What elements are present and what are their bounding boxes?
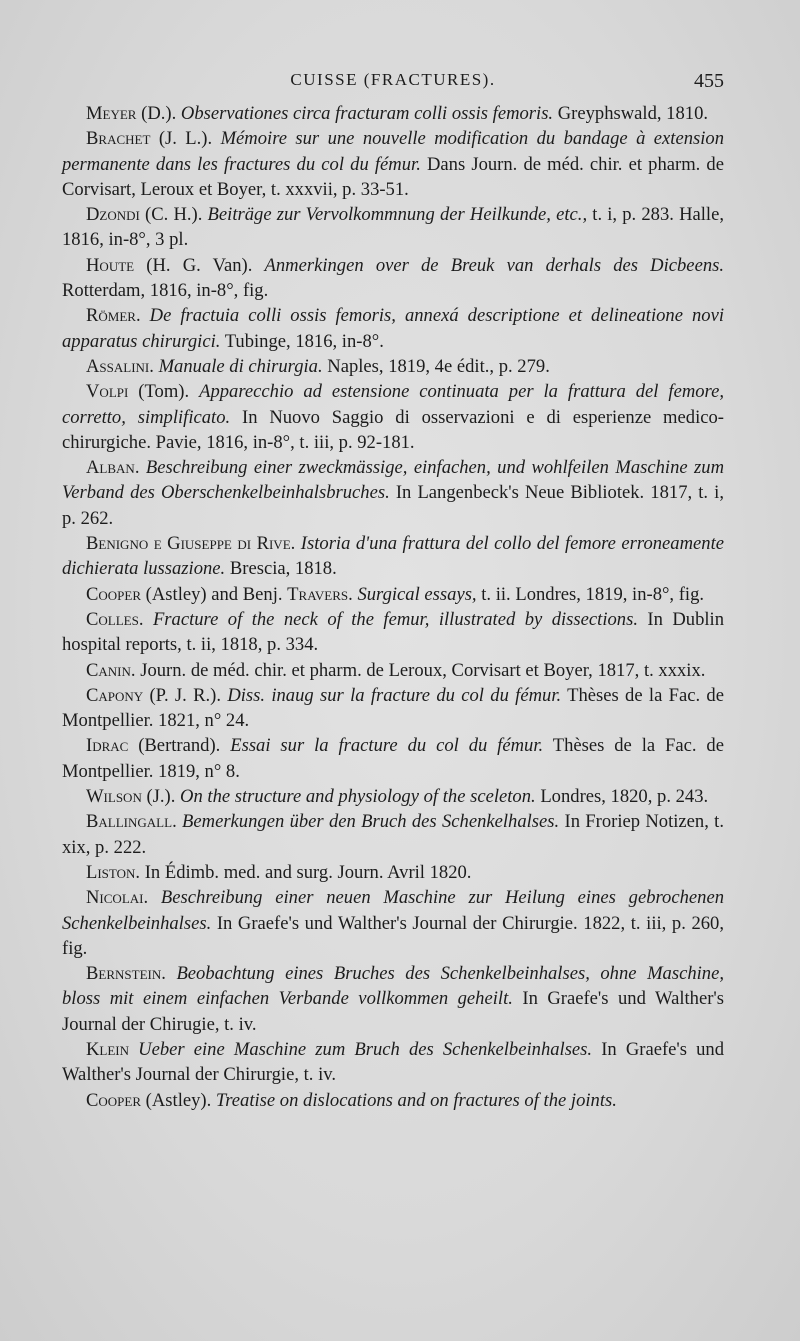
running-title: CUISSE (FRACTURES). <box>290 70 496 89</box>
entry-title: Surgical essays, <box>357 583 477 605</box>
entry-publication: In Graefe's und Walther's Journal der Chirurgie. 1822, t. iii, p. 260, fig. <box>62 912 724 959</box>
bibliography-entry <box>62 1037 724 1088</box>
bibliography-entry <box>62 303 724 354</box>
bibliography-entry <box>62 860 724 885</box>
entry-author-detail: . <box>138 608 153 630</box>
bibliography-entry <box>62 101 724 126</box>
bibliography-entry <box>62 582 724 607</box>
entry-publication: Tubinge, 1816, in-8°. <box>220 330 384 352</box>
entry-coauthor-detail: . <box>348 583 358 605</box>
entry-author: Römer <box>86 305 136 327</box>
entry-author-detail: . <box>130 659 141 681</box>
entry-author-detail: (Astley) and Benj. <box>141 583 288 605</box>
entry-publication: Naples, 1819, 4e édit., p. 279. <box>322 355 550 377</box>
entry-publication: In Froriep Notizen, t. xix, p. 222. <box>62 811 724 858</box>
entry-author: Capony <box>86 684 144 706</box>
entry-title: Observationes circa fracturam colli ossis femoris. <box>180 103 554 124</box>
entry-title: Beiträge zur Vervolkommnung der Heilkunde, etc., <box>207 204 588 226</box>
entry-author: Colles <box>86 608 139 630</box>
entry-author-detail: (Astley). <box>141 1089 216 1111</box>
entry-title: On the structure and physiology of the sceleton. <box>180 786 536 808</box>
entry-title: Beobachtung eines Bruches des Schenkelbeinhalses, ohne Maschine, bloss mit einem einfachen Verbande vollkommen geheilt. <box>62 963 725 1010</box>
entry-author-detail: . <box>143 887 161 909</box>
entry-publication: t. i, p. 283. Halle, 1816, in-8°, 3 pl. <box>62 204 724 251</box>
entry-author: Liston <box>86 861 136 883</box>
entry-author: Alban <box>86 457 135 479</box>
entry-publication: Journ. de méd. chir. et pharm. de Leroux, Corvisart et Boyer, 1817, t. xxxix. <box>140 659 706 681</box>
bibliography-entry <box>62 354 724 379</box>
entry-author: Houte <box>86 254 135 276</box>
entry-author: Meyer <box>86 103 137 124</box>
bibliography-entry <box>62 961 724 1037</box>
entry-author: Assalini <box>86 355 150 377</box>
bibliography-entry <box>62 733 724 784</box>
bibliography-entry <box>62 202 724 253</box>
entry-title: De fractuia colli ossis femoris, annexá descriptione et delineatione novi apparatus chirurgici. <box>62 305 724 352</box>
entry-title: Beschreibung einer zweckmässige, einfachen, und wohlfeilen Maschine zum Verband des Oberschenkelbeinhalsbruches. <box>62 457 724 504</box>
entry-publication: In Nuovo Saggio di osservazioni e di esperienze medico-chirurgiche. Pavie, 1816, in-8°, t. iii, p. 92-181. <box>62 406 724 453</box>
entry-publication: Rotterdam, 1816, in-8°, fig. <box>62 280 269 302</box>
entry-author-detail: . <box>290 533 301 555</box>
entry-publication: In Graefe's und Walther's Journal der Chirugie, t. iv. <box>62 988 724 1035</box>
entry-publication: In Langenbeck's Neue Bibliotek. 1817, t. i, p. 262. <box>62 482 724 529</box>
entry-author-detail: (J. L.). <box>150 128 221 150</box>
entry-author: Idrac <box>86 735 129 757</box>
page-number: 455 <box>694 70 724 92</box>
entry-publication: Dans Journ. de méd. chir. et pharm. de Corvisart, Leroux et Boyer, t. xxxvii, p. 33-51. <box>62 153 724 200</box>
entry-author: Nicolai <box>86 887 144 909</box>
entry-author: Brachet <box>86 128 151 150</box>
entry-title: Bemerkungen über den Bruch des Schenkelhalses. <box>182 811 560 833</box>
entry-author-detail: (Tom). <box>128 381 200 403</box>
entry-author: Cooper <box>86 583 142 605</box>
bibliography-entry <box>62 658 724 683</box>
entry-publication: In Édimb. med. and surg. Journ. Avril 1820. <box>144 861 472 883</box>
entry-publication: In Dublin hospital reports, t. ii, 1818, p. 334. <box>62 608 724 656</box>
page-header <box>62 70 724 100</box>
entry-title: Apparecchio ad estensione continuata per la frattura del femore, corretto, simplificato. <box>62 381 724 428</box>
entry-title: Mémoire sur une nouvelle modification du bandage à extension permanente dans les fractures du col du fémur. <box>62 128 724 175</box>
bibliography-entry <box>62 607 724 658</box>
entry-author: Dzondi <box>86 204 140 226</box>
entry-title: Beschreibung einer neuen Maschine zur Heilung eines gebrochenen Schenkelbeinhalses. <box>62 887 724 934</box>
entry-author: Canin <box>86 659 131 681</box>
entry-title: Anmerkingen over de Breuk van derhals des Dicbeens. <box>264 254 724 276</box>
bibliography-entry <box>62 784 724 809</box>
entry-author: Bernstein <box>86 963 162 985</box>
bibliography-entry <box>62 126 724 202</box>
bibliography-entry <box>62 809 724 860</box>
bibliography-entry <box>62 1088 724 1113</box>
entry-publication: Londres, 1820, p. 243. <box>535 786 709 808</box>
entry-title: Manuale di chirurgia. <box>158 355 323 377</box>
entry-title: Ueber eine Maschine zum Bruch des Schenkelbeinhalses. <box>138 1038 593 1060</box>
entry-author-detail: . <box>135 305 150 327</box>
bibliography-entry <box>62 885 724 961</box>
entry-publication: Thèses de la Fac. de Montpellier. 1819, n° 8. <box>62 735 724 782</box>
entry-author: Wilson <box>86 786 142 808</box>
entry-title: Diss. inaug sur la fracture du col du fémur. <box>227 684 562 706</box>
entry-coauthor: Travers <box>287 583 349 605</box>
entry-author-detail: (C. H.). <box>139 204 208 226</box>
entry-title: Treatise on dislocations and on fractures of the joints. <box>215 1089 617 1111</box>
entry-author-detail: . <box>172 811 183 833</box>
entry-title: Fracture of the neck of the femur, illustrated by dissections. <box>152 608 638 630</box>
entry-publication: Greyphswald, 1810. <box>553 103 709 124</box>
entry-publication: Brescia, 1818. <box>225 558 337 580</box>
entry-author: Benigno e Giuseppe di Rive <box>86 533 291 555</box>
bibliography-entry <box>62 455 724 531</box>
entry-author: Cooper <box>86 1089 142 1111</box>
entry-author-detail: (J.). <box>141 786 181 808</box>
entry-publication: In Graefe's und Walther's Journal der Chirurgie, t. iv. <box>62 1038 725 1086</box>
entry-author-detail <box>129 1039 138 1060</box>
entry-publication: t. ii. Londres, 1819, in-8°, fig. <box>476 583 705 605</box>
entry-author: Ballingall <box>86 811 173 833</box>
entry-author-detail: (Bertrand). <box>128 735 231 757</box>
entry-author-detail: (D.). <box>136 103 181 124</box>
bibliography-entry <box>62 379 724 455</box>
entry-title: Istoria d'una frattura del collo del femore erroneamente dichierata lussazione. <box>62 533 724 580</box>
entry-author-detail: . <box>161 963 177 985</box>
bibliography-entry <box>62 253 724 304</box>
entry-author-detail: . <box>135 861 145 883</box>
bibliography-entry <box>62 531 724 582</box>
bibliography-entry <box>62 683 724 734</box>
entry-author-detail: . <box>149 355 159 377</box>
entry-author-detail: . <box>134 457 146 479</box>
entry-author: Volpi <box>86 381 129 403</box>
entry-author-detail: (P. J. R.). <box>143 684 228 706</box>
entry-author-detail: (H. G. Van). <box>134 254 265 276</box>
entry-title: Essai sur la fracture du col du fémur. <box>230 735 544 757</box>
entry-publication: Thèses de la Fac. de Montpellier. 1821, n° 24. <box>62 684 724 732</box>
bibliography-list <box>62 101 724 1113</box>
entry-author: Klein <box>86 1038 130 1060</box>
